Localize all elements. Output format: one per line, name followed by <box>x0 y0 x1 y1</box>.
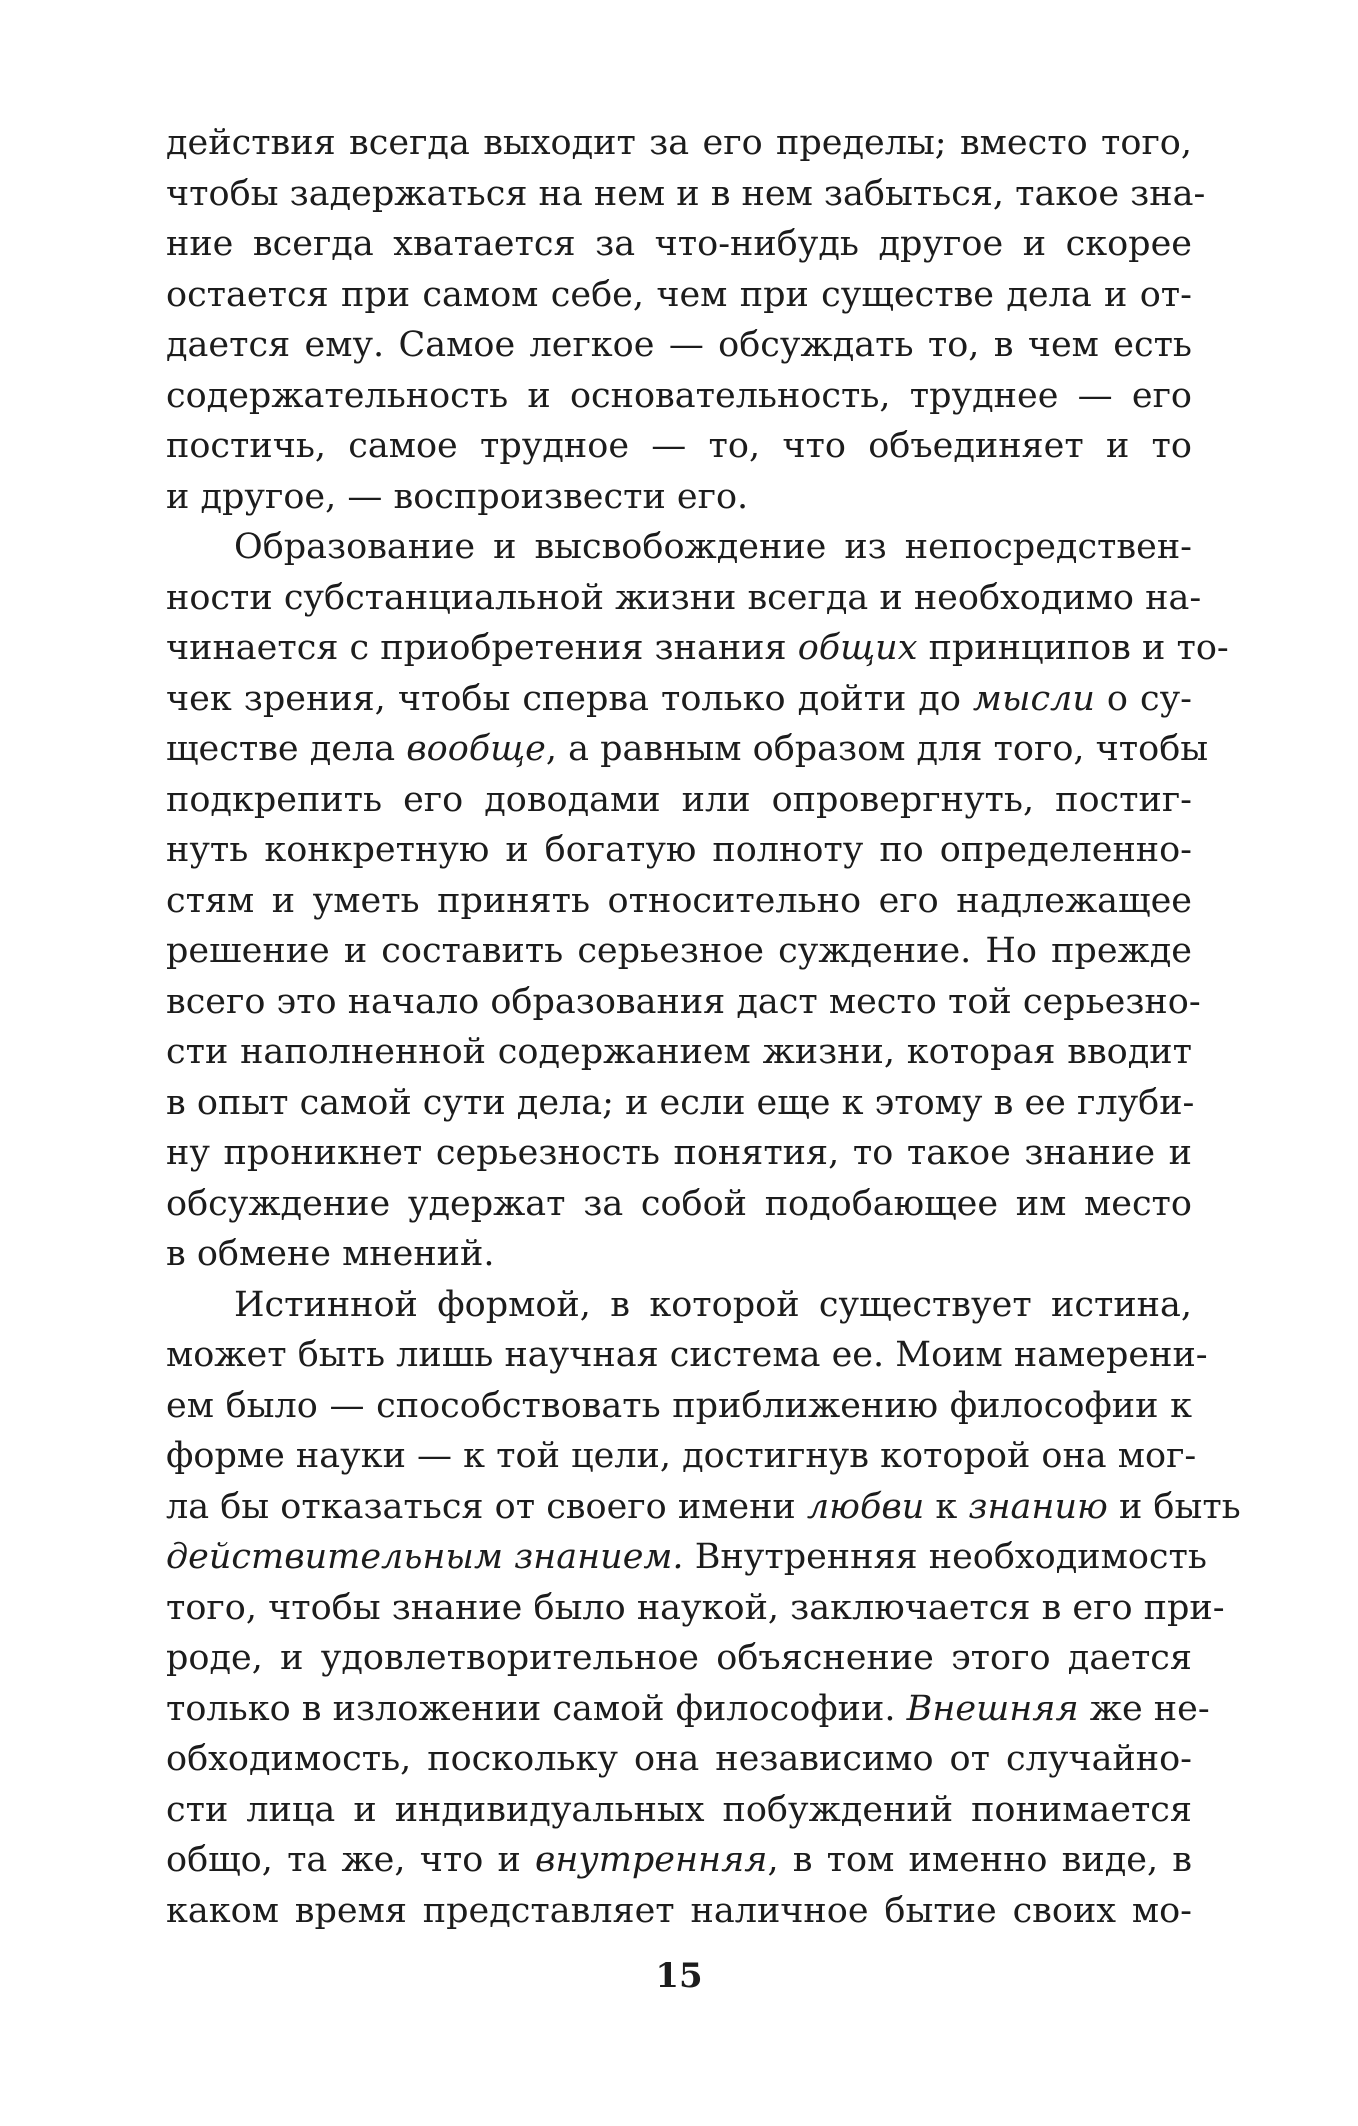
text-line <box>166 1835 1192 1886</box>
text-run: решение и составить серьезное суждение. Но прежде <box>166 931 1192 971</box>
text-run: чтобы задержаться на нем и в нем забыться, такое зна- <box>166 173 1206 214</box>
text-line <box>166 825 1192 876</box>
text-line <box>166 1532 1207 1583</box>
text-run: и быть <box>1107 1486 1241 1527</box>
text-line <box>166 1583 1225 1634</box>
text-run: ние всегда хватается за что-нибудь другое и скорее <box>166 224 1192 264</box>
text-line <box>166 1280 1192 1331</box>
paragraph <box>166 1280 1241 1937</box>
text-line <box>166 775 1192 826</box>
text-line <box>166 1229 1192 1280</box>
text-line <box>166 270 1192 321</box>
text-line <box>166 1027 1192 1078</box>
text-line <box>166 219 1192 270</box>
italic-emphasis: внутренняя <box>534 1840 768 1880</box>
text-run: остается при самом себе, чем при существе дела и от- <box>166 274 1192 315</box>
paragraph <box>166 118 1206 522</box>
text-run: общо, та же, что и <box>166 1840 535 1880</box>
italic-emphasis: действительным знанием. <box>166 1537 684 1577</box>
text-line <box>166 169 1206 220</box>
text-run: Внутренняя необходимость <box>683 1537 1207 1577</box>
text-run: содержательность и основательность, труднее — его <box>166 375 1192 416</box>
text-run: ществе дела <box>166 729 407 769</box>
text-run: ности субстанциальной жизни всегда и необходимо на- <box>166 577 1202 618</box>
text-line <box>166 926 1192 977</box>
italic-emphasis: любви <box>806 1486 925 1527</box>
italic-emphasis: знанию <box>968 1486 1108 1527</box>
text-line <box>166 1179 1192 1230</box>
text-run: дается ему. Самое легкое — обсуждать то, в чем есть <box>166 325 1192 365</box>
text-run: в обмене мнений. <box>166 1234 495 1274</box>
text-run: принципов и то- <box>917 628 1229 668</box>
text-run: стям и уметь принять относительно его надлежащее <box>166 880 1192 921</box>
text-line <box>166 876 1192 927</box>
text-line <box>166 1330 1208 1381</box>
text-run: и другое, — воспроизвести его. <box>166 476 749 517</box>
text-run: роде, и удовлетворительное объяснение этого дается <box>166 1638 1192 1678</box>
text-run: форме науки — к той цели, достигнув которой она мог- <box>166 1436 1197 1476</box>
text-run: подкрепить его доводами или опровергнуть, постиг- <box>166 779 1192 820</box>
text-line <box>166 1078 1195 1129</box>
page-number: 15 <box>655 1956 703 1996</box>
text-line <box>166 118 1192 169</box>
text-line <box>166 1128 1192 1179</box>
text-line <box>166 724 1209 775</box>
text-line <box>166 1381 1192 1432</box>
text-run: , а равным образом для того, чтобы <box>545 729 1209 769</box>
italic-emphasis: общих <box>797 628 918 668</box>
text-run: о су- <box>1094 678 1192 719</box>
italic-emphasis: вообще <box>406 729 546 769</box>
text-run: ла бы отказаться от своего имени <box>166 1486 807 1527</box>
text-line <box>166 421 1192 472</box>
text-line <box>166 1886 1192 1937</box>
text-line <box>166 371 1192 422</box>
italic-emphasis: Внешняя <box>906 1688 1079 1729</box>
text-line <box>166 573 1202 624</box>
text-run: может быть лишь научная система ее. Моим намерени- <box>166 1335 1208 1375</box>
text-line <box>166 674 1192 725</box>
paragraph <box>166 522 1229 1280</box>
text-line <box>166 1482 1241 1533</box>
text-run: нуть конкретную и богатую полноту по определенно- <box>166 830 1192 870</box>
text-line <box>166 1734 1192 1785</box>
text-run: Образование и высвобождение из непосредствен- <box>234 527 1192 567</box>
italic-emphasis: мысли <box>972 678 1095 719</box>
text-run: Истинной формой, в которой существует истина, <box>234 1284 1192 1325</box>
text-line <box>166 472 1192 523</box>
text-run: сти наполненной содержанием жизни, которая вводит <box>166 1032 1192 1072</box>
text-line <box>166 1785 1192 1836</box>
text-run: обходимость, поскольку она независимо от случайно- <box>166 1739 1192 1779</box>
text-line <box>166 623 1229 674</box>
text-run: того, чтобы знание было наукой, заключается в его при- <box>166 1587 1225 1628</box>
text-line <box>166 977 1201 1028</box>
text-line <box>166 522 1192 573</box>
text-run: обсуждение удержат за собой подобающее им место <box>166 1183 1192 1224</box>
text-run: действия всегда выходит за его пределы; вместо того, <box>166 123 1192 163</box>
text-line <box>166 1684 1210 1735</box>
text-run: сти лица и индивидуальных побуждений понимается <box>166 1789 1192 1830</box>
text-run: постичь, самое трудное — то, что объединяет и то <box>166 426 1192 466</box>
text-run: ну проникнет серьезность понятия, то такое знание и <box>166 1133 1192 1173</box>
text-line <box>166 1633 1192 1684</box>
text-line <box>166 320 1192 371</box>
text-run: только в изложении самой философии. <box>166 1688 907 1729</box>
text-run: каком время представляет наличное бытие своих мо- <box>166 1890 1192 1931</box>
text-run: всего это начало образования даст место той серьезно- <box>166 981 1201 1022</box>
text-run: к <box>924 1486 969 1527</box>
text-run: же не- <box>1078 1688 1210 1729</box>
text-run: в опыт самой сути дела; и если еще к этому в ее глуби- <box>166 1082 1195 1123</box>
text-run: ем было — способствовать приближению философии к <box>166 1385 1192 1426</box>
text-run: , в том именно виде, в <box>767 1840 1192 1880</box>
text-line <box>166 1431 1197 1482</box>
book-page-text <box>166 118 1241 1936</box>
text-run: чинается с приобретения знания <box>166 628 798 668</box>
text-run: чек зрения, чтобы сперва только дойти до <box>166 678 973 719</box>
